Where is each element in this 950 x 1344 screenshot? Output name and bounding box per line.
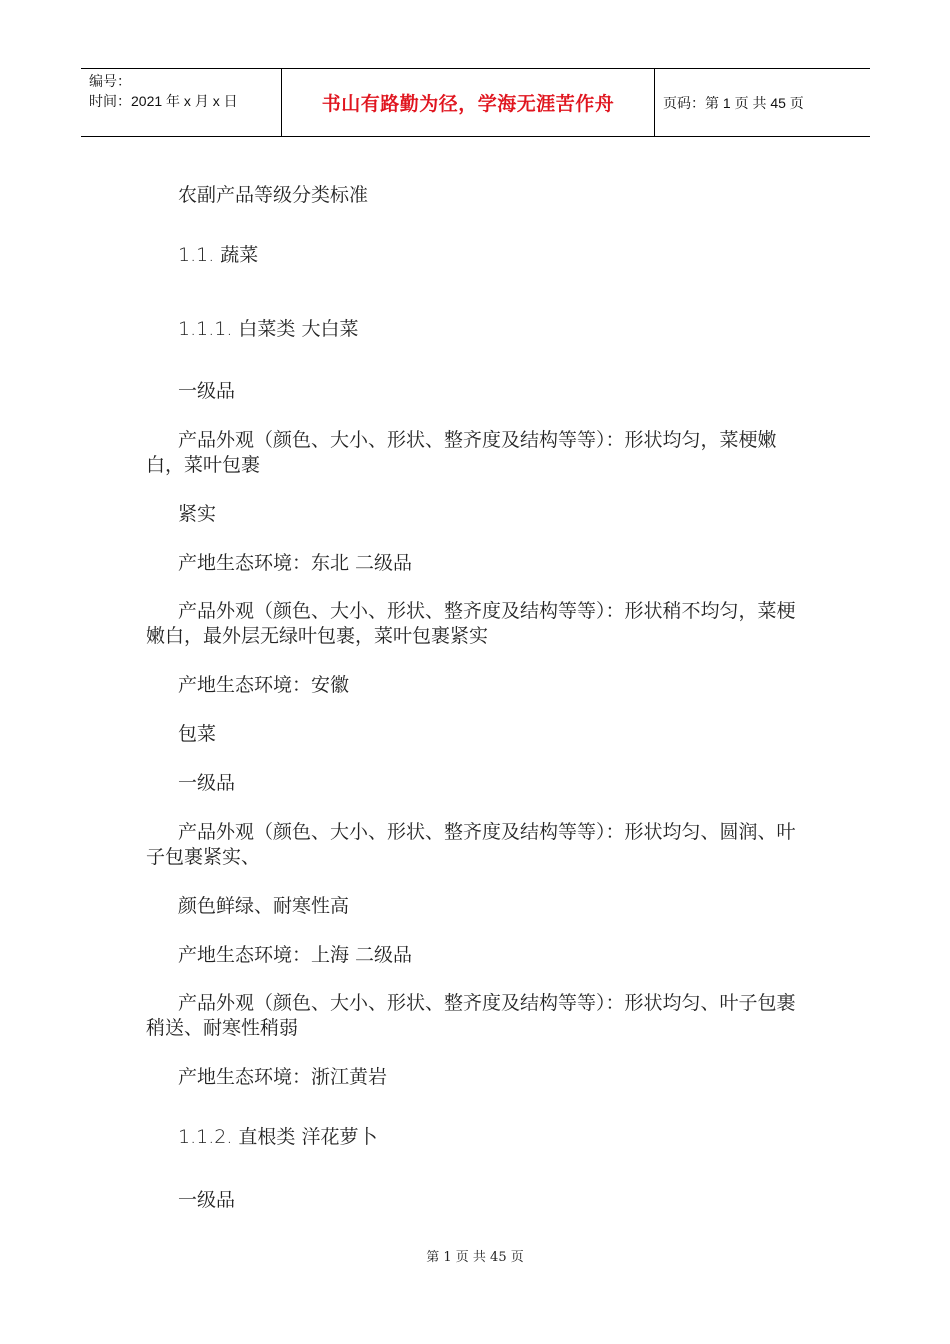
grade-label: 一级品 [178,380,236,402]
header-motto: 书山有路勤为径，学海无涯苦作舟 [321,93,615,115]
appearance-paragraph: 产品外观（颜色、大小、形状、整齐度及结构等等）：形状均匀、叶子包裹稍送、耐寒性稍弱 [146,992,796,1039]
document-number-label: 编号： [89,73,131,89]
origin-paragraph: 产地生态环境：安徽 [178,674,350,696]
page-header [81,68,870,137]
origin-paragraph: 产地生态环境：上海 二级品 [178,944,413,966]
header-meta [81,69,282,136]
origin-paragraph: 产地生态环境：浙江黄岩 [178,1066,388,1088]
appearance-paragraph: 产品外观（颜色、大小、形状、整齐度及结构等等）：形状均匀，菜梗嫩白，菜叶包裹 [146,429,777,476]
grade-label: 一级品 [178,1189,236,1211]
appearance-paragraph: 产品外观（颜色、大小、形状、整齐度及结构等等）：形状均匀、圆润、叶子包裹紧实、 [146,821,796,868]
paragraph: 紧实 [178,503,217,525]
paragraph: 颜色鲜绿、耐寒性高 [178,895,350,917]
header-motto-cell [282,69,655,136]
grade-label: 一级品 [178,772,236,794]
origin-paragraph: 产地生态环境：东北 二级品 [178,552,413,574]
appearance-paragraph: 产品外观（颜色、大小、形状、整齐度及结构等等）：形状稍不均匀，菜梗嫩白，最外层无绿叶包裹，菜叶包裹紧实 [146,600,796,647]
item-name: 包菜 [178,723,217,745]
document-time-label: 时间：2021 年 x 月 x 日 [89,93,238,109]
header-page-info-cell [655,69,870,136]
header-page-info: 页码：第 1 页 共 45 页 [663,94,804,111]
subsection-heading: 1.1.2. 直根类 洋花萝卜 [178,1126,378,1148]
document-title: 农副产品等级分类标准 [178,184,369,206]
section-heading: 1.1. 蔬菜 [178,244,259,266]
subsection-heading: 1.1.1. 白菜类 大白菜 [178,318,359,340]
page-footer: 第 1 页 共 45 页 [426,1250,524,1265]
